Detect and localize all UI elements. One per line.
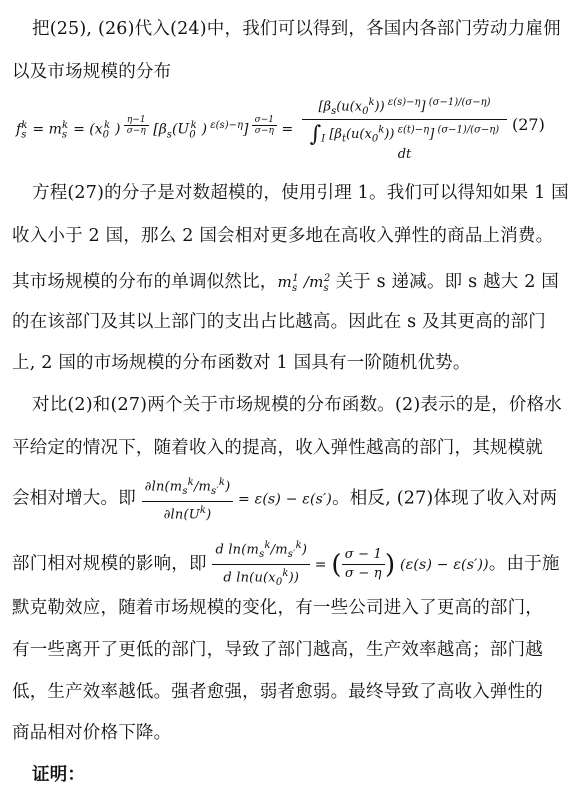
text-line: 收入小于 2 国，那么 2 国会相对更多地在高收入弹性的商品上消费。 xyxy=(12,226,554,246)
text-line: 以及市场规模的分布 xyxy=(12,62,172,82)
text-line: 方程(27)的分子是对数超模的，使用引理 1。我们可以得知如果 1 国 xyxy=(32,183,569,203)
text-line: 的在该部门及其以上部门的支出占比越高。因此在 s 及其更高的部门 xyxy=(12,312,547,332)
equation-denominator: $\int_I$ [$\beta_t(u(x_0^k))$ $^{\varepsilon(t)-\eta}$] $^{(\sigma-1)/(\sigma-\eta)}$ dt xyxy=(309,121,500,162)
text-line: 对比(2)和(27)两个关于市场规模的分布函数。(2)表示的是，价格水 xyxy=(32,395,562,415)
text-line: 商品相对价格下降。 xyxy=(12,723,172,743)
equation-numerator: [$\beta_s(u(x_0^k))$ $^{\varepsilon(s)-\eta}$] $^{(\sigma-1)/(\sigma-\eta)}$ xyxy=(302,97,507,120)
text-line: 把(25), (26)代入(24)中，我们可以得到，各国内各部门劳动力雇佣 xyxy=(32,19,561,39)
text-line: 会相对增大。即 $\frac{\partial\ln(m_s^k/m_{s'}^k)}{\partial\ln(U^k)}$ = ε(s) − ε(s′)。相反, (27)体现了收入对两 xyxy=(12,474,572,524)
equation-lhs: $f_s^k = m_s^k = (x_0^k$ ) $^{\frac{\eta-1}{\sigma-\eta}}$ [$\beta_s(U_0^k$ ) $^{\varepsilon(s)-\eta}$] $^{\frac{\sigma-1}{\sigma-\eta}}$ = xyxy=(16,115,294,141)
proof-label: 证明： xyxy=(32,765,86,785)
text-line: 平给定的情况下，随着收入的提高，收入弹性越高的部门，其规模就 xyxy=(12,438,543,458)
equation-fraction xyxy=(302,97,507,162)
math-ratio: $m_s^1$ $/m_s^2$ xyxy=(277,273,331,294)
math-derivative-fraction: $\frac{\partial\ln(m_s^k/m_{s'}^k)}{\partial\ln(U^k)}$ xyxy=(142,474,234,524)
math-derivative-fraction: $\frac{d \ln(m_s^k/m_{s'}^k)}{d \ln(u(x_0^k))}$ xyxy=(212,537,310,592)
text-line: 上, 2 国的市场规模的分布函数对 1 国具有一阶随机优势。 xyxy=(12,353,471,373)
text-line: 部门相对规模的影响，即 $\frac{d \ln(m_s^k/m_{s'}^k)}{d \ln(u(x_0^k))}$ = ( $\frac{\sigma - 1}{\sigma - \eta}$ ) (ε(s) − ε(s′))。由于施 xyxy=(12,537,572,592)
text-line: 默克勒效应，随着市场规模的变化，有一些公司进入了更高的部门， xyxy=(12,598,543,618)
text-line: 低，生产效率越低。强者愈强，弱者愈弱。最终导致了高收入弹性的 xyxy=(12,682,543,702)
equation-number: (27) xyxy=(512,115,545,134)
text-line: 其市场规模的分布的单调似然比，$m_s^1$ $/m_s^2$ 关于 s 递减。即 s 越大 2 国 xyxy=(12,272,560,294)
text-line: 有一些离开了更低的部门，导致了部门越高，生产效率越高；部门越 xyxy=(12,640,543,660)
equation-27 xyxy=(12,95,572,160)
